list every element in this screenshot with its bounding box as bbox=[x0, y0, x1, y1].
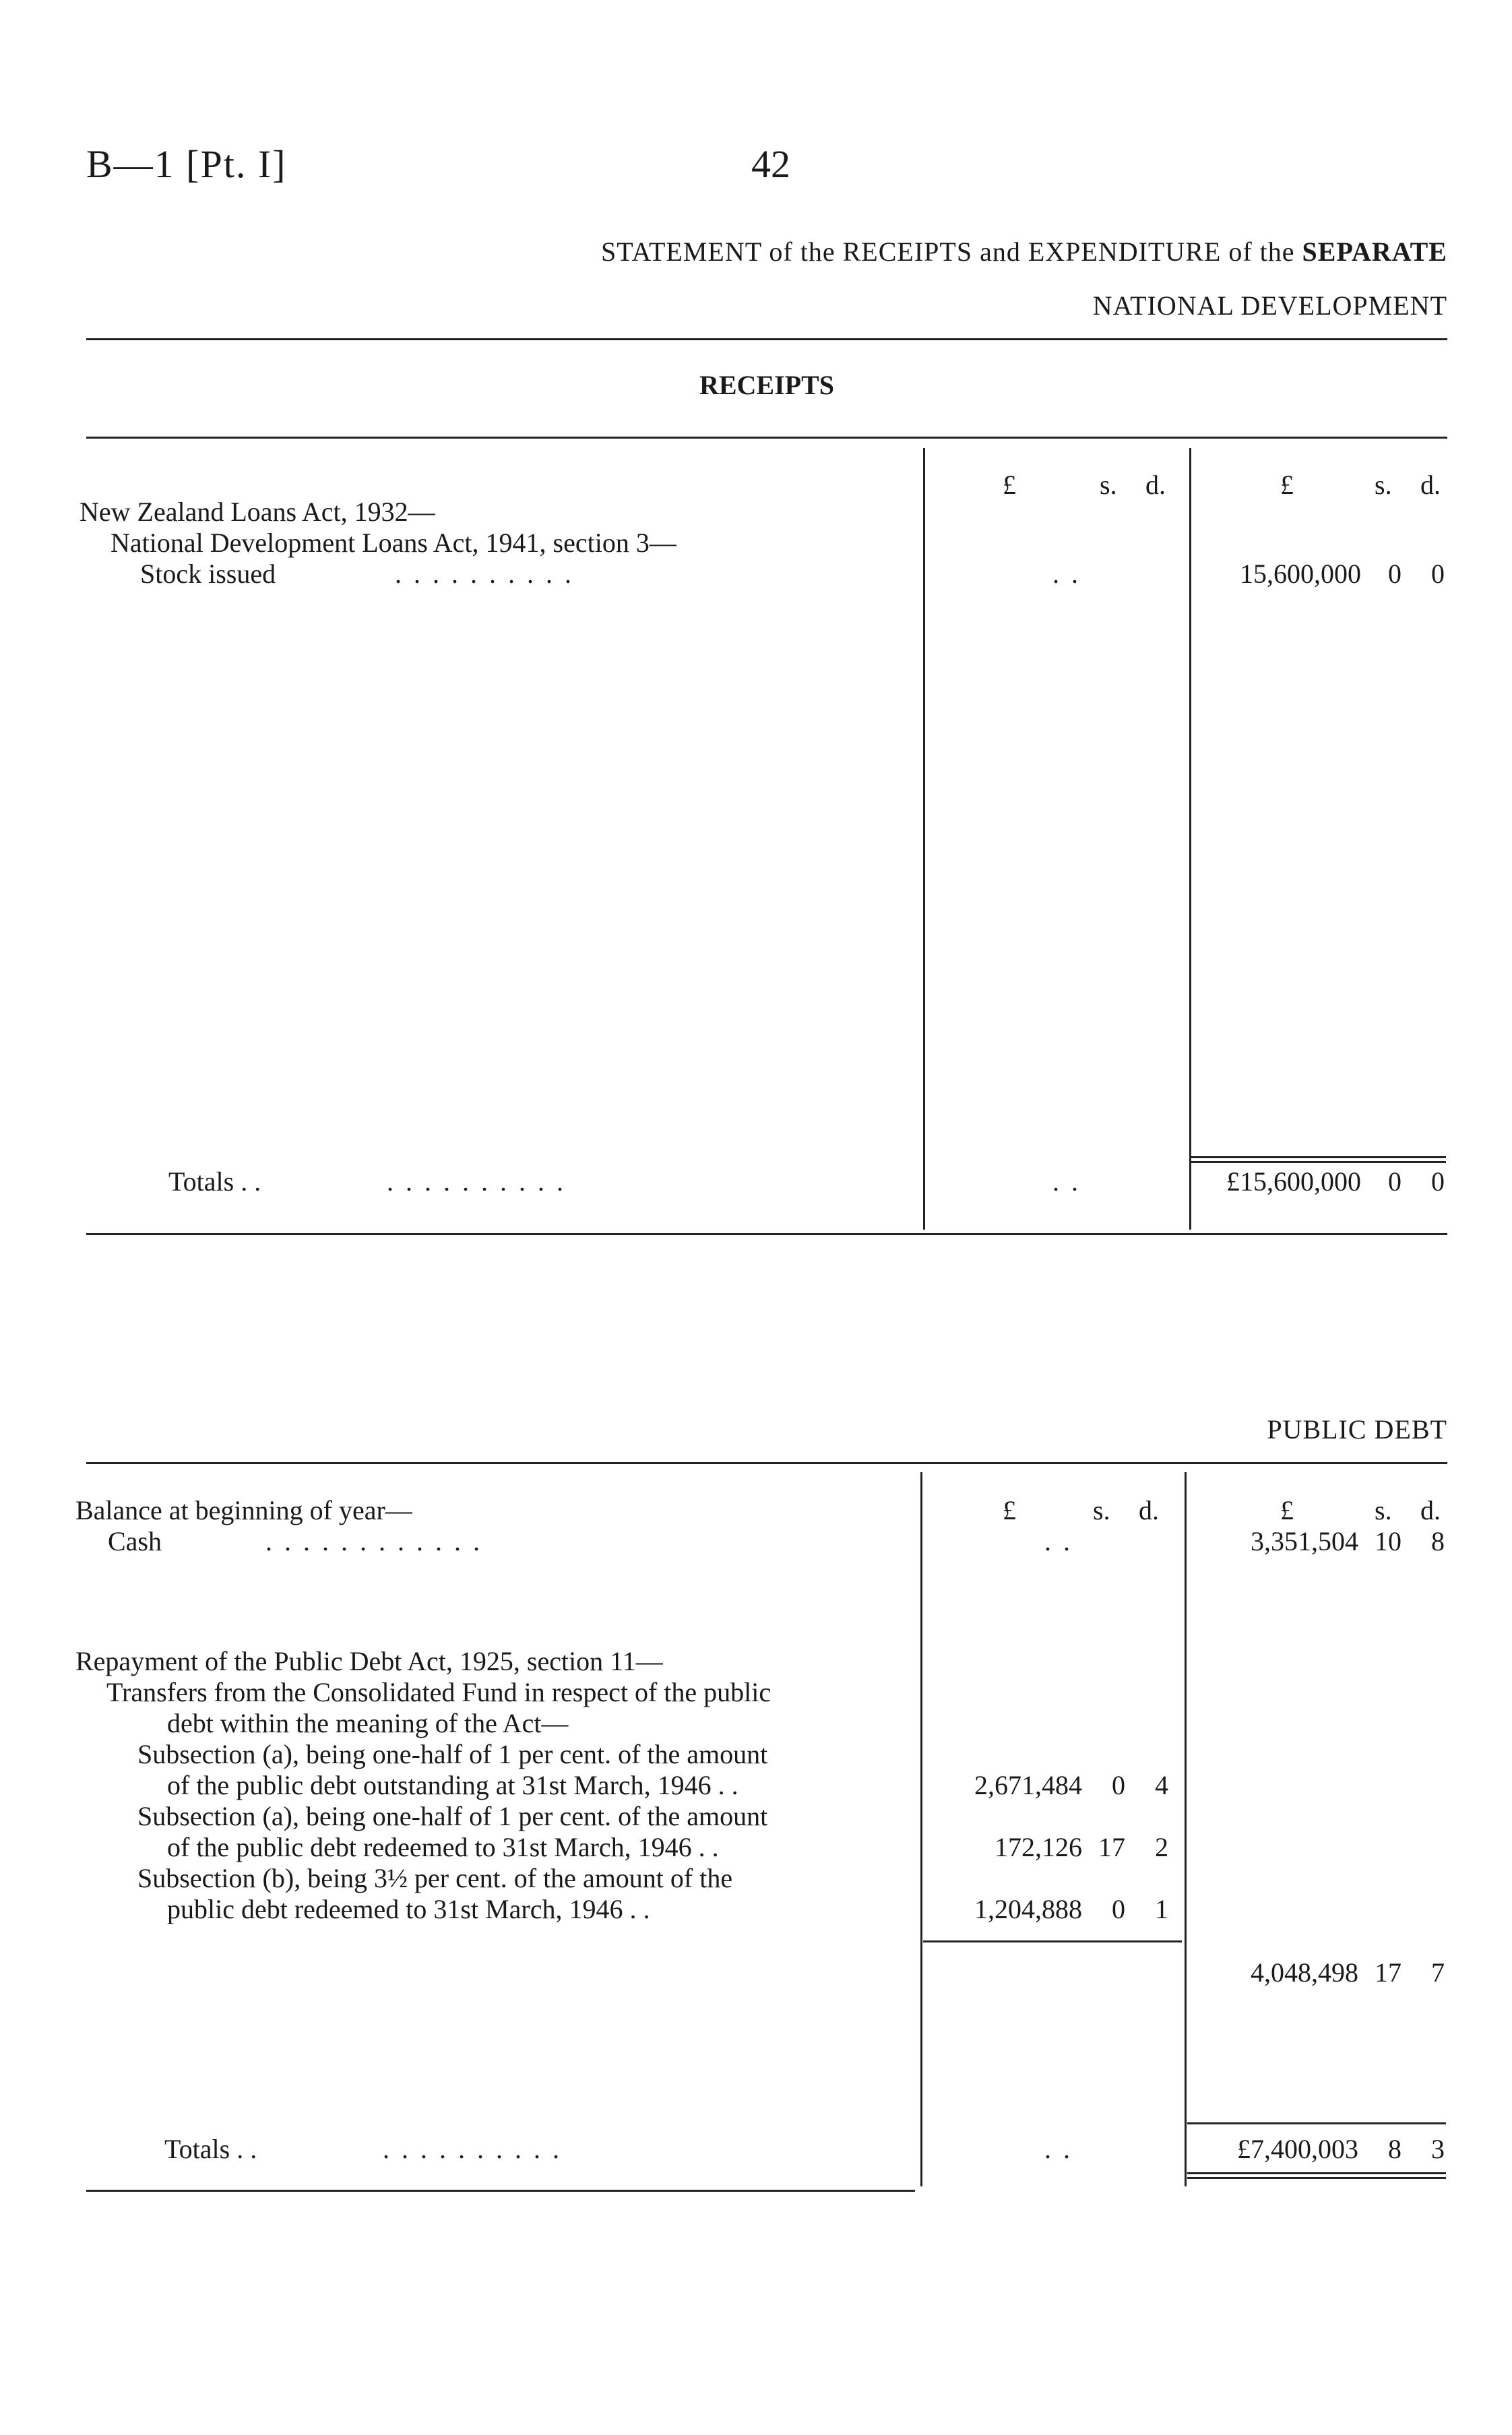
cash-leader: . . . . . . . . . . . . bbox=[265, 1526, 482, 1556]
receipts-header-rule bbox=[86, 437, 1447, 439]
debt-right-pound-unit: £ bbox=[1280, 1495, 1294, 1525]
document-reference: B—1 [Pt. I] bbox=[86, 142, 287, 186]
cash-shillings: 10 bbox=[1375, 1526, 1401, 1556]
receipts-right-pound-unit: £ bbox=[1280, 470, 1294, 500]
subsection-b-line-1: Subsection (b), being 3½ per cent. of the amount of the bbox=[137, 1863, 733, 1893]
repayment-act-line: Repayment of the Public Debt Act, 1925, section 11— bbox=[75, 1646, 663, 1676]
stock-issued-label: Stock issued bbox=[140, 559, 276, 589]
title-bold-text: SEPARATE bbox=[1302, 236, 1447, 267]
subtotal-pounds: 4,048,498 bbox=[1251, 1957, 1358, 1988]
receipts-right-shilling-unit: s. bbox=[1375, 470, 1392, 500]
stock-issued-shillings: 0 bbox=[1388, 559, 1401, 589]
stock-issued-mid-dots: . . bbox=[1052, 559, 1081, 589]
receipts-left-pence-unit: d. bbox=[1145, 470, 1166, 500]
receipts-totals-shillings: 0 bbox=[1388, 1166, 1401, 1197]
subsection-a1-shillings: 0 bbox=[1112, 1770, 1125, 1800]
debt-totals-label: Totals . . bbox=[164, 2134, 257, 2164]
page-number: 42 bbox=[751, 142, 790, 186]
subtotal-pence: 7 bbox=[1431, 1957, 1445, 1988]
subsection-a2-shillings: 17 bbox=[1098, 1832, 1125, 1862]
debt-left-shilling-unit: s. bbox=[1093, 1495, 1110, 1525]
transfer-line-2: debt within the meaning of the Act— bbox=[167, 1708, 569, 1738]
subsection-a1-line-2: of the public debt outstanding at 31st March, 1946 . . bbox=[167, 1770, 738, 1800]
subsection-b-pence: 1 bbox=[1155, 1894, 1168, 1924]
cash-pounds: 3,351,504 bbox=[1251, 1526, 1358, 1556]
stock-issued-pence: 0 bbox=[1431, 559, 1445, 589]
receipts-top-rule bbox=[86, 338, 1447, 340]
subsection-b-shillings: 0 bbox=[1112, 1894, 1125, 1924]
statement-title-line2: NATIONAL DEVELOPMENT bbox=[1092, 290, 1447, 321]
debt-total-top-rule bbox=[1187, 2122, 1446, 2124]
receipts-totals-label: Totals . . bbox=[168, 1166, 261, 1197]
debt-right-shilling-unit: s. bbox=[1375, 1495, 1392, 1525]
public-debt-column-divider-2 bbox=[1185, 1472, 1187, 2186]
subsection-a1-pounds: 2,671,484 bbox=[974, 1770, 1082, 1800]
receipts-totals-leader: . . . . . . . . . . bbox=[387, 1166, 566, 1197]
title-text: STATEMENT of the RECEIPTS and EXPENDITURE of the bbox=[601, 236, 1302, 267]
public-debt-top-rule bbox=[86, 1462, 1447, 1464]
receipts-totals-pence: 0 bbox=[1431, 1166, 1445, 1197]
debt-totals-mid-dots: . . bbox=[1044, 2134, 1073, 2164]
receipts-right-pence-unit: d. bbox=[1420, 470, 1441, 500]
stock-issued-pounds: 15,600,000 bbox=[1240, 559, 1361, 589]
subsection-b-line-2: public debt redeemed to 31st March, 1946 . . bbox=[167, 1894, 650, 1924]
receipts-left-pound-unit: £ bbox=[1003, 470, 1016, 500]
subsection-a2-pounds: 172,126 bbox=[995, 1832, 1082, 1862]
subsection-a1-line-1: Subsection (a), being one-half of 1 per cent. of the amount bbox=[137, 1739, 768, 1769]
debt-total-double-rule bbox=[1187, 2172, 1446, 2179]
cash-label: Cash bbox=[108, 1526, 162, 1556]
receipts-heading: RECEIPTS bbox=[699, 370, 835, 400]
receipts-act-line: New Zealand Loans Act, 1932— bbox=[80, 497, 435, 527]
subsection-b-pounds: 1,204,888 bbox=[974, 1894, 1082, 1924]
subsection-a2-line-1: Subsection (a), being one-half of 1 per cent. of the amount bbox=[137, 1801, 768, 1831]
public-debt-column-divider-1 bbox=[920, 1472, 922, 2186]
debt-totals-pounds: £7,400,003 bbox=[1237, 2134, 1358, 2164]
debt-totals-leader: . . . . . . . . . . bbox=[383, 2134, 562, 2164]
stock-issued-leader: . . . . . . . . . . bbox=[395, 559, 574, 589]
debt-totals-shillings: 8 bbox=[1388, 2134, 1401, 2164]
subsection-a2-line-2: of the public debt redeemed to 31st March, 1946 . . bbox=[167, 1832, 719, 1862]
public-debt-heading: PUBLIC DEBT bbox=[1267, 1414, 1447, 1445]
debt-left-pence-unit: d. bbox=[1139, 1495, 1159, 1525]
receipts-sub-act-line: National Development Loans Act, 1941, section 3— bbox=[111, 528, 676, 558]
public-debt-bottom-rule bbox=[86, 2190, 915, 2192]
receipts-totals-pounds: £15,600,000 bbox=[1226, 1166, 1361, 1197]
receipts-totals-mid-dots: . . bbox=[1052, 1166, 1081, 1197]
statement-title-line1 bbox=[601, 236, 1447, 267]
debt-right-pence-unit: d. bbox=[1420, 1495, 1441, 1525]
subsection-a1-pence: 4 bbox=[1155, 1770, 1168, 1800]
debt-totals-pence: 3 bbox=[1431, 2134, 1445, 2164]
receipts-column-divider-2 bbox=[1189, 448, 1191, 1230]
cash-mid-dots: . . bbox=[1044, 1526, 1073, 1556]
receipts-column-divider-1 bbox=[923, 448, 925, 1230]
subtotal-shillings: 17 bbox=[1375, 1957, 1401, 1988]
receipts-left-shilling-unit: s. bbox=[1100, 470, 1117, 500]
subtotal-rule bbox=[923, 1940, 1182, 1942]
subsection-a2-pence: 2 bbox=[1155, 1832, 1168, 1862]
receipts-total-rule bbox=[1191, 1156, 1446, 1163]
transfer-line-1: Transfers from the Consolidated Fund in respect of the public bbox=[106, 1677, 771, 1707]
balance-beginning-line: Balance at beginning of year— bbox=[75, 1495, 412, 1525]
cash-pence: 8 bbox=[1431, 1526, 1445, 1556]
receipts-bottom-rule bbox=[86, 1233, 1447, 1235]
debt-left-pound-unit: £ bbox=[1003, 1495, 1016, 1525]
